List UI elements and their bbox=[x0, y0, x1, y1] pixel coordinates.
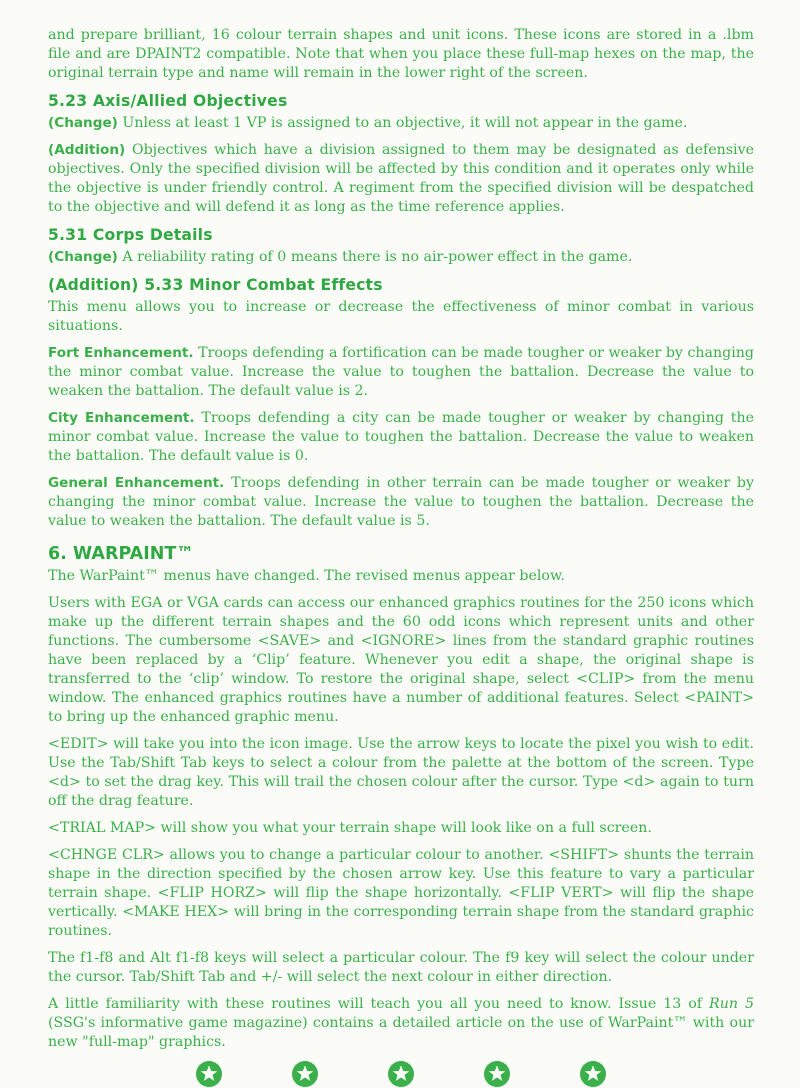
addition-tag: (Addition) bbox=[48, 142, 126, 158]
paragraph-5-23-addition bbox=[48, 141, 754, 217]
paragraph-6-5: <CHNGE CLR> allows you to change a particular colour to another. <SHIFT> shunts the terrain shape in the direction specified by the chosen arrow key. Use this feature to vary a particular terrain shape. <FLIP HORZ> will flip the shape horizontally. <FLIP VERT> will flip the shape vertically. <MAKE HEX> will bring in the corresponding terrain shape from the standard graphic routines. bbox=[48, 847, 754, 939]
paragraph-5-31-change bbox=[48, 248, 754, 267]
star-circle-icon bbox=[579, 1060, 607, 1088]
paragraph-fort-enhancement bbox=[48, 344, 754, 401]
city-enhancement-tag: City Enhancement. bbox=[48, 410, 195, 426]
general-enhancement-tag: General Enhancement. bbox=[48, 475, 225, 491]
paragraph-text: Objectives which have a division assigned to them may be designated as defensive objectives. Only the specified division will be affected by this condition and it operates only while the objective is under friendly control. A regiment from the specified division will be despatched to the objective and will defend it as long as the time reference applies. bbox=[48, 142, 754, 215]
heading-5-23: 5.23 Axis/Allied Objectives bbox=[48, 92, 288, 110]
paragraph-text: A little familiarity with these routines will teach you all you need to know. Issue 13 of bbox=[48, 996, 710, 1012]
paragraph-text: Troops defending a fortification can be made tougher or weaker by changing the minor combat value. Increase the value to toughen the battalion. Decrease the value to weaken the battalion. The default value is 2. bbox=[48, 345, 754, 399]
fort-enhancement-tag: Fort Enhancement. bbox=[48, 345, 194, 361]
paragraph-text: Unless at least 1 VP is assigned to an objective, it will not appear in the game. bbox=[117, 115, 688, 131]
star-ornament-row bbox=[48, 1060, 754, 1088]
paragraph-city-enhancement bbox=[48, 409, 754, 466]
heading-6-warpaint: 6. WARPAINT™ bbox=[48, 544, 194, 564]
change-tag: (Change) bbox=[48, 249, 118, 265]
star-circle-icon bbox=[483, 1060, 511, 1088]
star-circle-icon bbox=[195, 1060, 223, 1088]
paragraph-5-23-change bbox=[48, 114, 754, 133]
intro-paragraph: and prepare brilliant, 16 colour terrain shapes and unit icons. These icons are stored in a .lbm file and are DPAINT2 compatible. Note that when you place these full-map hexes on the map, the original terrain type and name will remain in the lower right of the screen. bbox=[48, 27, 754, 81]
heading-5-33: (Addition) 5.33 Minor Combat Effects bbox=[48, 276, 383, 294]
paragraph-5-33-intro: This menu allows you to increase or decrease the effectiveness of minor combat in various situations. bbox=[48, 299, 754, 334]
heading-5-31: 5.31 Corps Details bbox=[48, 226, 213, 244]
change-tag: (Change) bbox=[48, 115, 118, 131]
paragraph-6-2: Users with EGA or VGA cards can access our enhanced graphics routines for the 250 icons which make up the different terrain shapes and the 60 odd icons which represent units and other functions. The cumbersome <SAVE> and <IGNORE> lines from the standard graphic routines have been replaced by a ‘Clip’ feature. Whenever you edit a shape, the original shape is transferred to the ‘clip’ window. To restore the original shape, select <CLIP> from the menu window. The enhanced graphics routines have a number of additional features. Select <PAINT> to bring up the enhanced graphic menu. bbox=[48, 595, 754, 725]
paragraph-6-7 bbox=[48, 995, 754, 1052]
paragraph-6-3: <EDIT> will take you into the icon image. Use the arrow keys to locate the pixel you wish to edit. Use the Tab/Shift Tab keys to select a colour from the palette at the bottom of the screen. Type <d> to set the drag key. This will trail the chosen colour after the cursor. Type <d> again to turn off the drag feature. bbox=[48, 736, 754, 809]
paragraph-general-enhancement bbox=[48, 474, 754, 531]
star-circle-icon bbox=[291, 1060, 319, 1088]
paragraph-6-4: <TRIAL MAP> will show you what your terrain shape will look like on a full screen. bbox=[48, 820, 652, 836]
star-circle-icon bbox=[387, 1060, 415, 1088]
paragraph-text: (SSG's informative game magazine) contains a detailed article on the use of WarPaint™ with our new "full-map" graphics. bbox=[48, 1015, 754, 1050]
magazine-title: Run 5 bbox=[709, 996, 755, 1012]
paragraph-text: A reliability rating of 0 means there is no air-power effect in the game. bbox=[117, 249, 633, 265]
paragraph-text: Troops defending a city can be made tougher or weaker by changing the minor combat value. Increase the value to toughen the battalion. Decrease the value to weaken the battalion. The default value is 0. bbox=[48, 410, 754, 464]
paragraph-text: Troops defending in other terrain can be made tougher or weaker by changing the minor combat value. Increase the value to toughen the battalion. Decrease the value to weaken the battalion. The default value is 5. bbox=[48, 475, 754, 529]
paragraph-6-6: The f1-f8 and Alt f1-f8 keys will select a particular colour. The f9 key will select the colour under the cursor. Tab/Shift Tab and +/- will select the next colour in either direction. bbox=[48, 950, 754, 985]
paragraph-6-1: The WarPaint™ menus have changed. The revised menus appear below. bbox=[48, 568, 565, 584]
